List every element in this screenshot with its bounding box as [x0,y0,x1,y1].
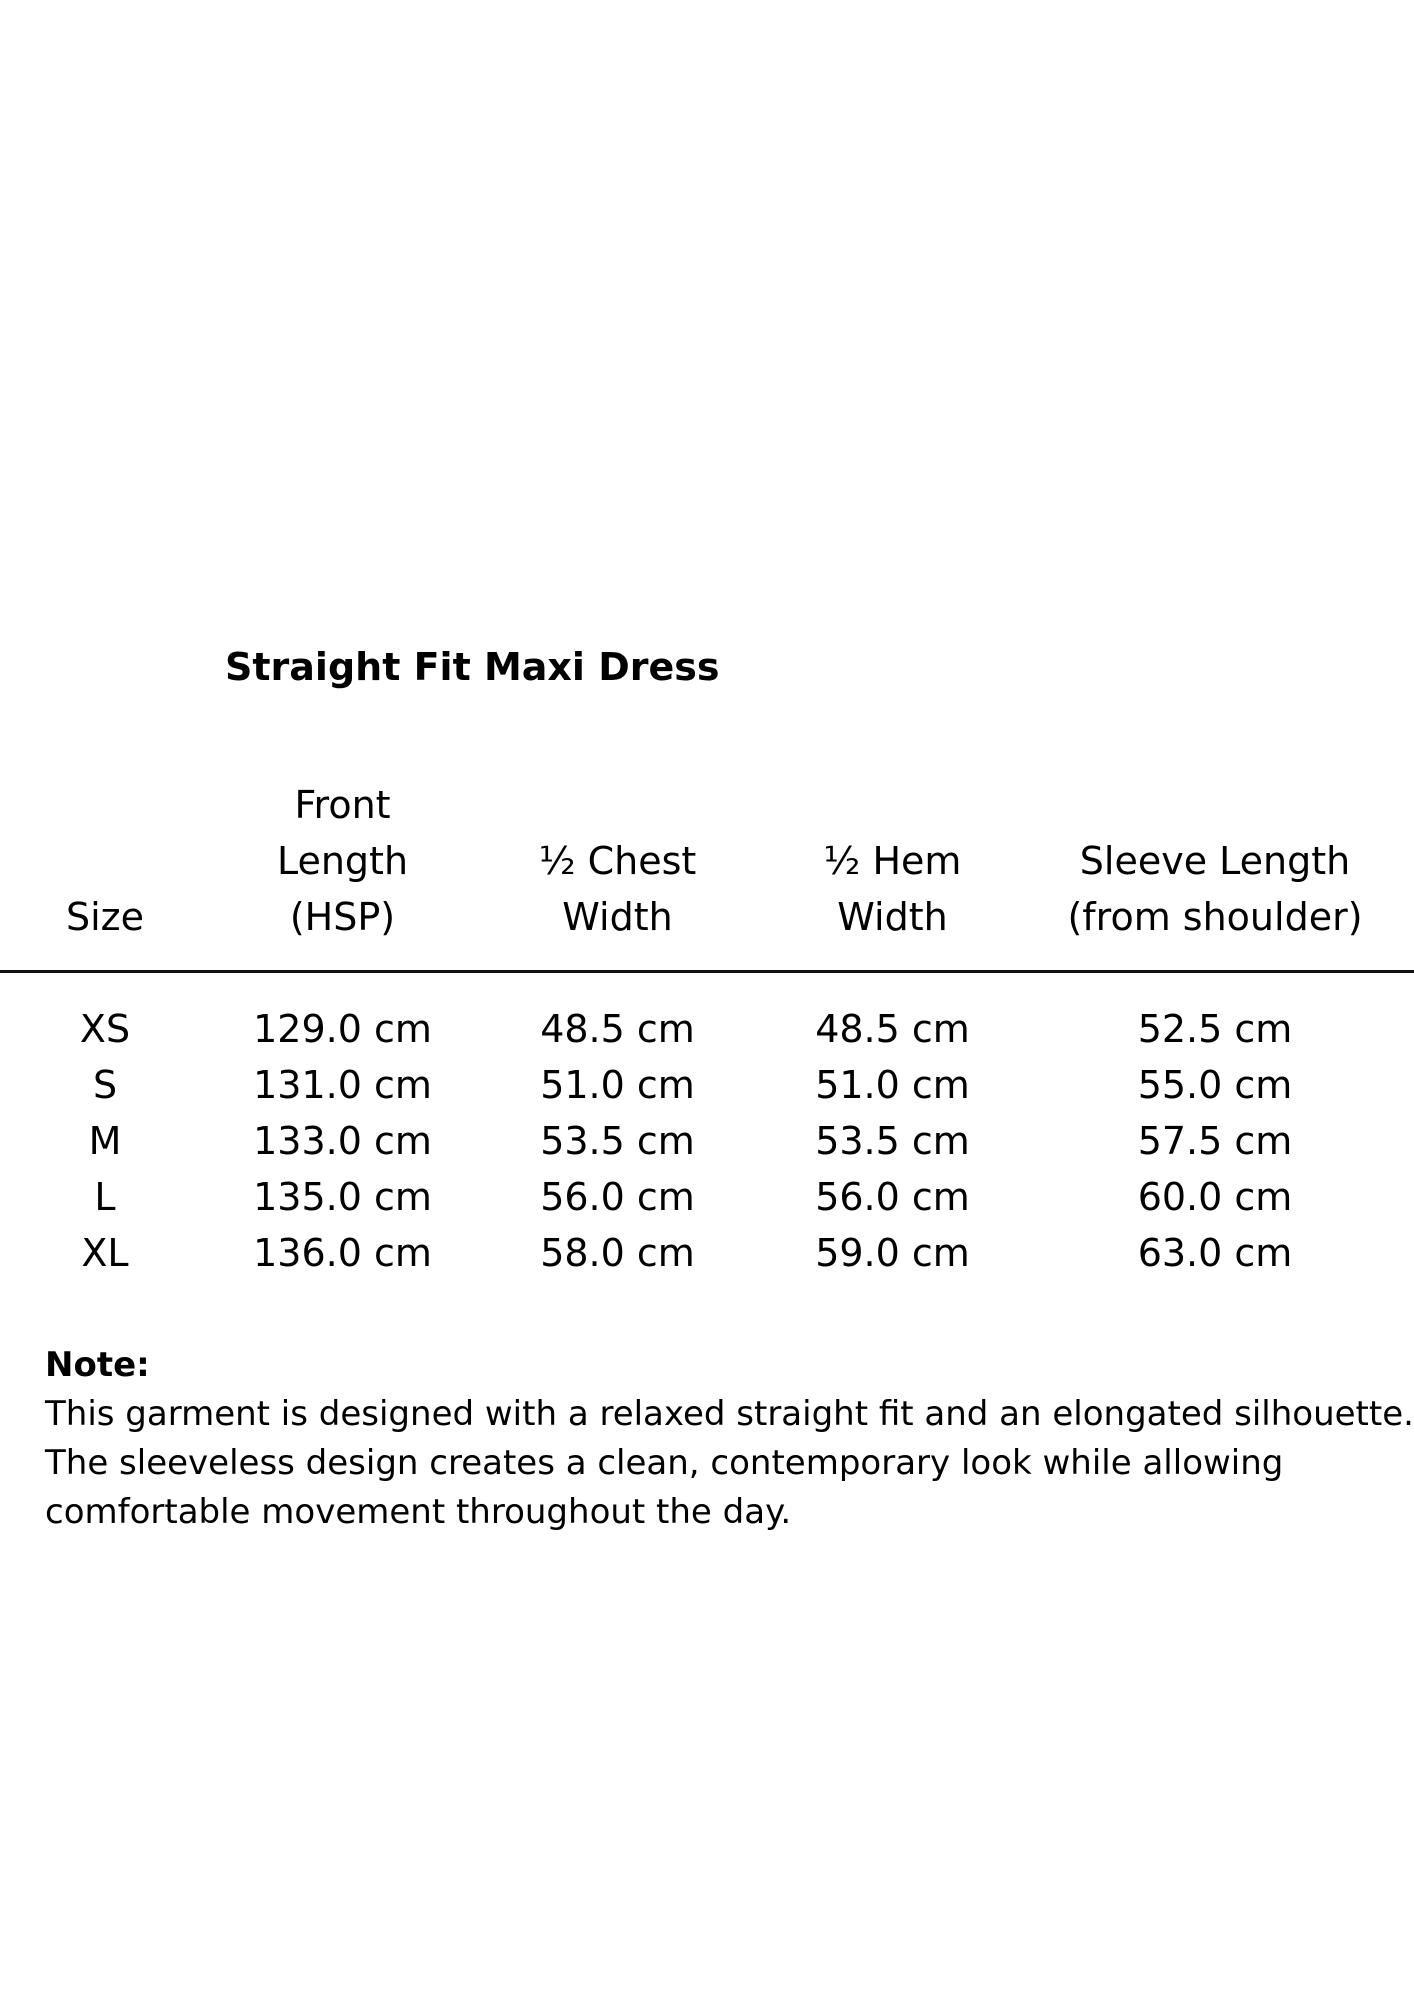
sleeve-length-cell: 60.0 cm [1137,1175,1293,1219]
note-section [45,1341,1414,1537]
header-front-length: Front Length (HSP) [276,783,409,939]
sleeve-length-cell: 63.0 cm [1137,1231,1293,1275]
front-length-cell: 135.0 cm [253,1175,432,1219]
table-row [0,1057,1414,1113]
size-table-body [0,1001,1414,1281]
size-cell: S [92,1063,118,1107]
size-cell: L [94,1175,116,1219]
table-header [0,775,1414,945]
header-divider [0,970,1414,973]
chest-width-cell: 58.0 cm [540,1231,695,1275]
note-text-line: This garment is designed with a relaxed straight fit and an elongated silhouette. [45,1394,1414,1434]
table-row [0,1225,1414,1281]
table-row [0,1001,1414,1057]
hem-width-cell: 59.0 cm [815,1231,970,1275]
chest-width-cell: 48.5 cm [540,1007,695,1051]
table-row [0,1169,1414,1225]
size-cell: XL [81,1231,129,1275]
front-length-cell: 136.0 cm [253,1231,432,1275]
size-cell: M [88,1119,122,1163]
header-size: Size [65,895,144,939]
sleeve-length-cell: 55.0 cm [1137,1063,1293,1107]
note-text-line: The sleeveless design creates a clean, contemporary look while allowing [45,1443,1284,1483]
hem-width-cell: 51.0 cm [815,1063,970,1107]
hem-width-cell: 48.5 cm [815,1007,970,1051]
sleeve-length-cell: 52.5 cm [1137,1007,1293,1051]
hem-width-cell: 53.5 cm [815,1119,970,1163]
chest-width-cell: 51.0 cm [540,1063,695,1107]
chest-width-cell: 56.0 cm [540,1175,695,1219]
header-chest-width: ½ Chest Width [538,839,697,939]
front-length-cell: 133.0 cm [253,1119,432,1163]
sleeve-length-cell: 57.5 cm [1137,1119,1293,1163]
header-hem-width: ½ Hem Width [823,839,962,939]
page-title: Straight Fit Maxi Dress [225,645,720,689]
header-sleeve-length: Sleeve Length (from shoulder) [1067,839,1363,939]
chest-width-cell: 53.5 cm [540,1119,695,1163]
table-row [0,1113,1414,1169]
front-length-cell: 129.0 cm [253,1007,432,1051]
size-cell: XS [79,1007,131,1051]
note-text-line: comfortable movement throughout the day. [45,1492,792,1532]
note-label: Note: [45,1345,150,1385]
hem-width-cell: 56.0 cm [815,1175,970,1219]
front-length-cell: 131.0 cm [253,1063,432,1107]
